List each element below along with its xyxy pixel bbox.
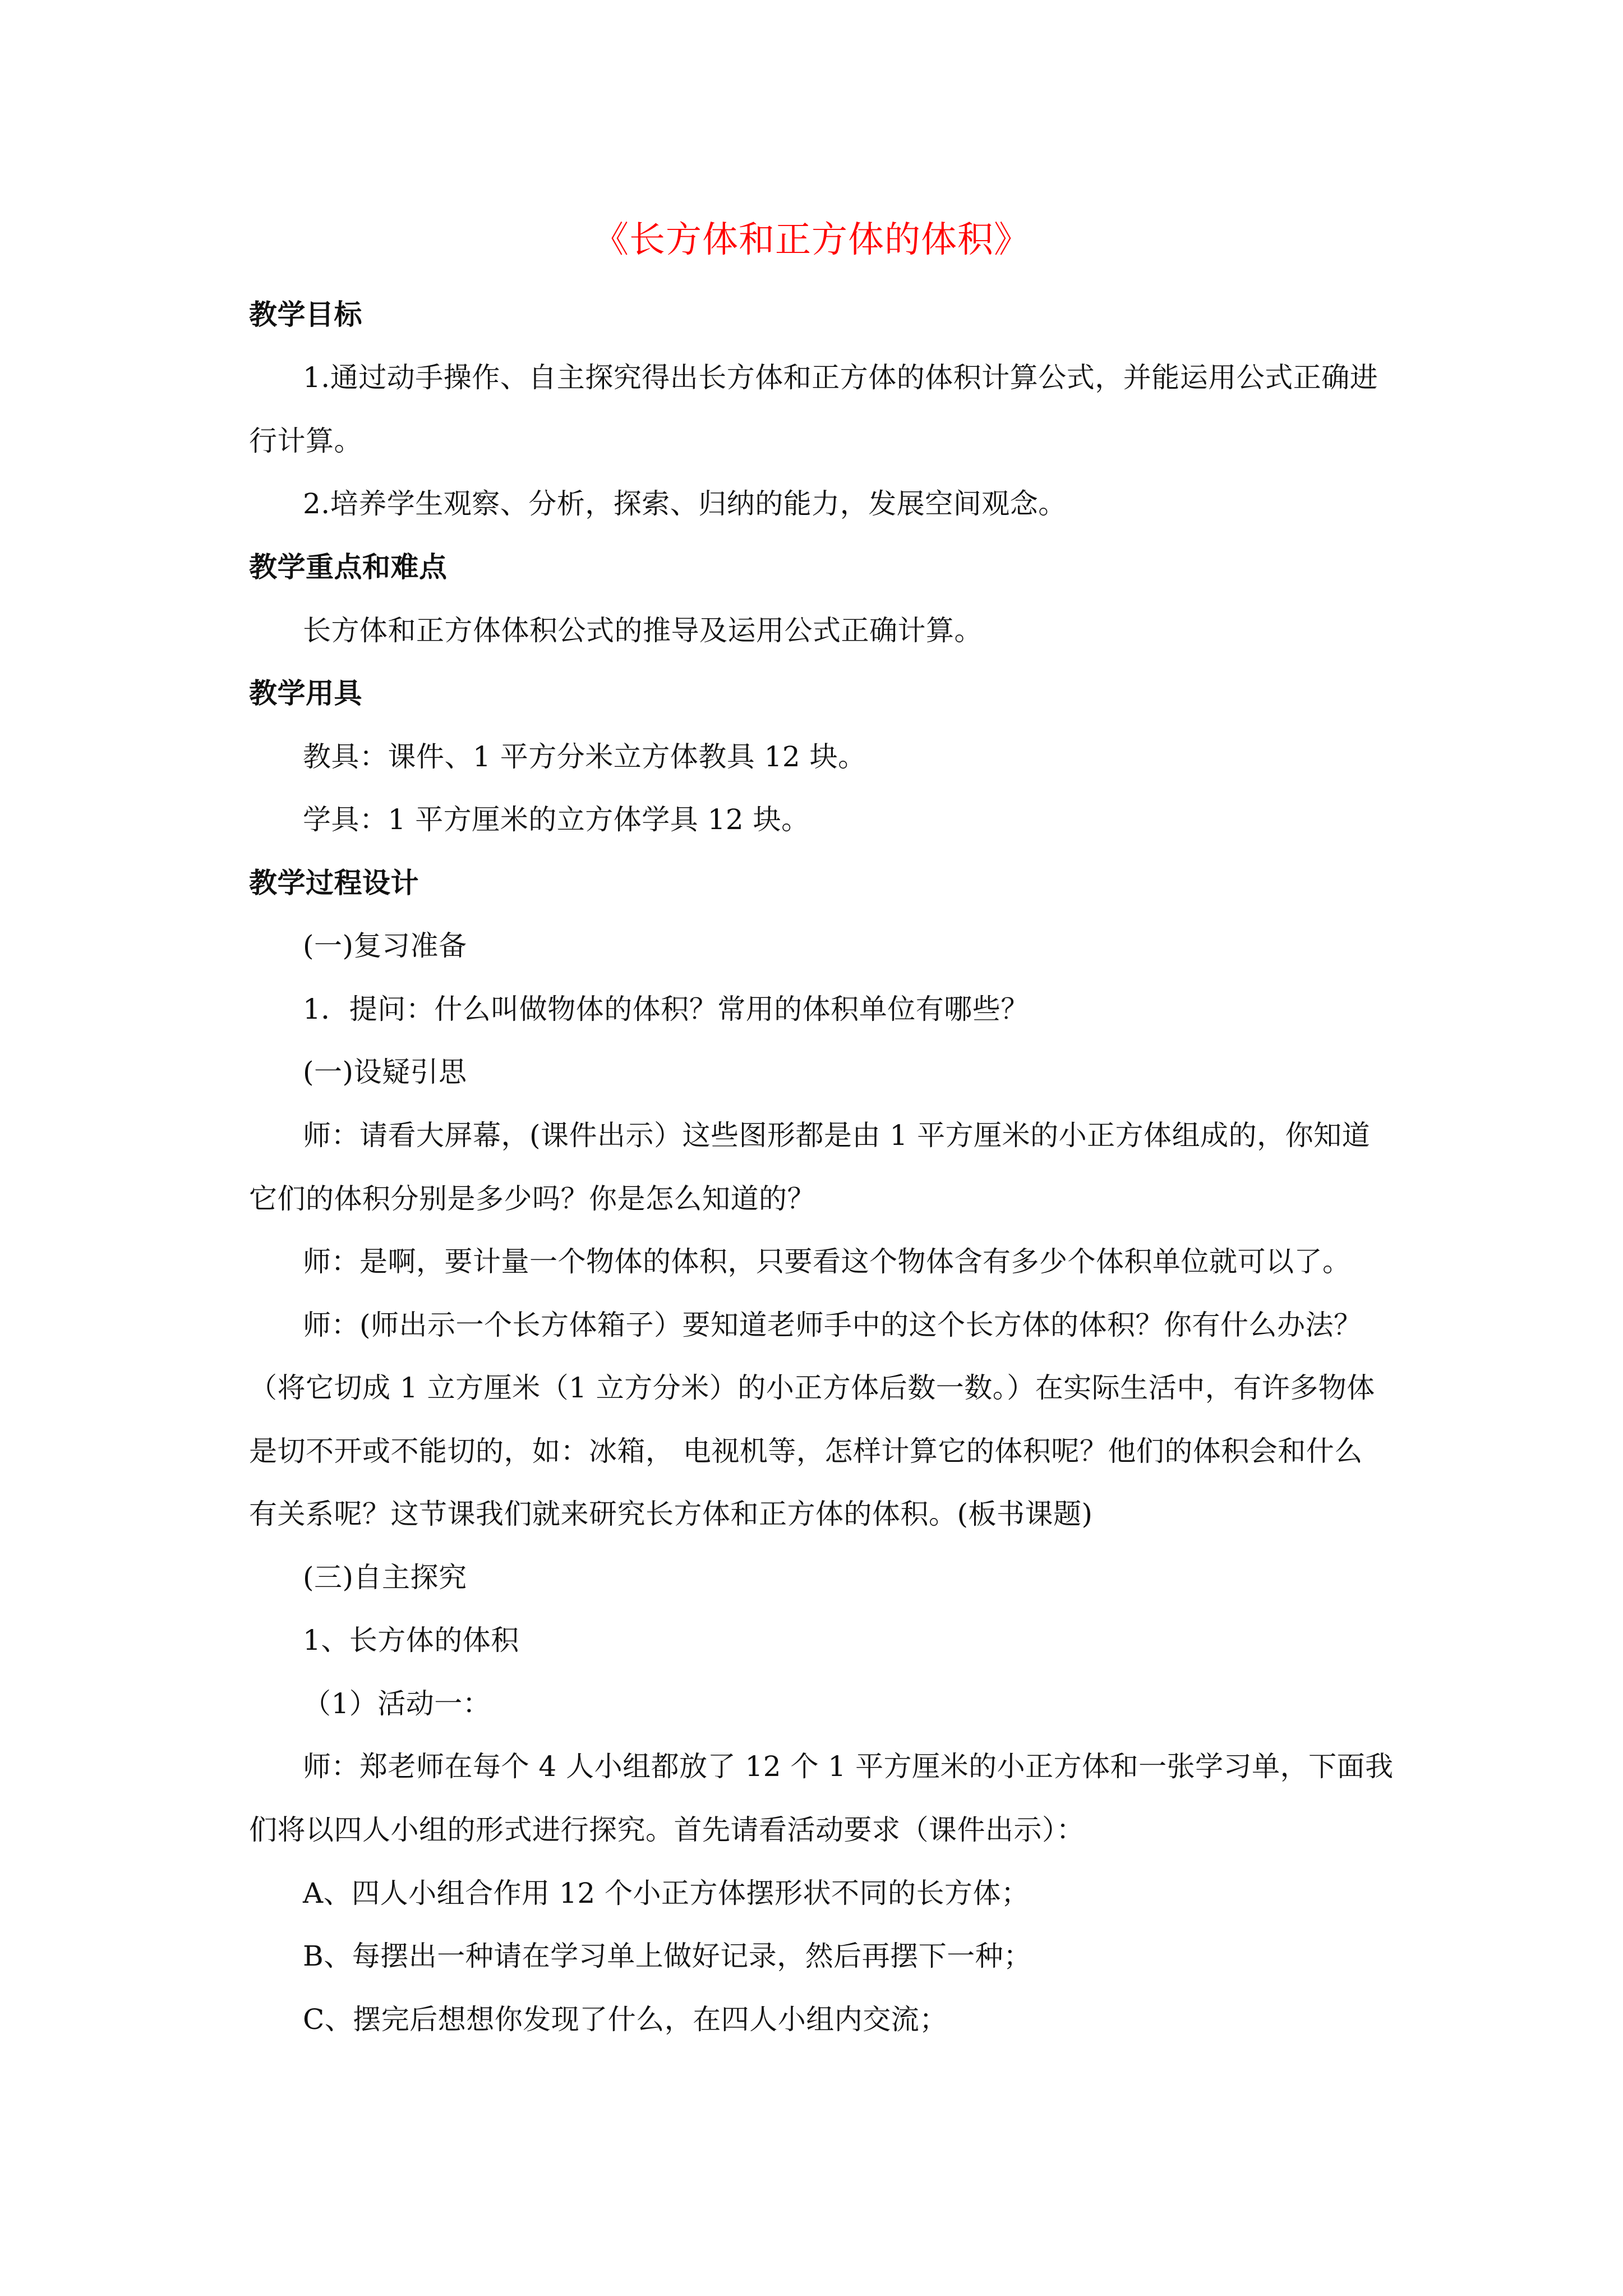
paragraph-teacher-3-cont-1: （将它切成 1 立方厘米（1 立方分米）的小正方体后数一数。）在实际生活中，有许多物体 — [249, 1372, 1375, 1404]
paragraph-teacher-4: 师：郑老师在每个 4 人小组都放了 12 个 1 平方厘米的小正方体和一张学习单，下面我 — [303, 1750, 1394, 1783]
subsection-review: (一)复习准备 — [303, 930, 467, 962]
paragraph-objective-2: 2.培养学生观察、分析，探索、归纳的能力，发展空间观念。 — [303, 487, 1067, 520]
section-heading-process: 教学过程设计 — [249, 866, 419, 899]
paragraph-question: 1．提问：什么叫做物体的体积？常用的体积单位有哪些？ — [303, 993, 1029, 1025]
paragraph-teacher-1-cont: 它们的体积分别是多少吗？你是怎么知道的？ — [249, 1182, 815, 1215]
paragraph-teacher-3: 师：(师出示一个长方体箱子）要知道老师手中的这个长方体的体积？你有什么办法？ — [303, 1309, 1362, 1341]
document-title: 《长方体和正方体的体积》 — [593, 219, 1030, 261]
paragraph-teacher-3-cont-3: 有关系呢？这节课我们就来研究长方体和正方体的体积。(板书课题) — [249, 1498, 1093, 1530]
paragraph-teacher-2: 师：是啊，要计量一个物体的体积，只要看这个物体含有多少个体积单位就可以了。 — [303, 1245, 1351, 1278]
list-item-a: A、四人小组合作用 12 个小正方体摆形状不同的长方体； — [303, 1877, 1030, 1910]
list-item-c: C、摆完后想想你发现了什么，在四人小组内交流； — [303, 2003, 948, 2036]
paragraph-teacher-4-cont: 们将以四人小组的形式进行探究。首先请看活动要求（课件出示）： — [249, 1814, 1085, 1846]
paragraph-objective-1: 1.通过动手操作、自主探究得出长方体和正方体的体积计算公式，并能运用公式正确进 — [303, 361, 1378, 394]
paragraph-student-tools: 学具：1 平方厘米的立方体学具 12 块。 — [303, 803, 810, 836]
section-heading-key-points: 教学重点和难点 — [249, 550, 448, 583]
list-item-b: B、每摆出一种请在学习单上做好记录，然后再摆下一种； — [303, 1940, 1032, 1972]
section-heading-tools: 教学用具 — [249, 677, 362, 710]
paragraph-objective-1-cont: 行计算。 — [249, 425, 362, 457]
paragraph-teacher-1: 师：请看大屏幕，(课件出示）这些图形都是由 1 平方厘米的小正方体组成的，你知道 — [303, 1119, 1371, 1152]
subsection-activity-1: （1）活动一： — [303, 1687, 491, 1720]
paragraph-key-points: 长方体和正方体体积公式的推导及运用公式正确计算。 — [303, 614, 983, 647]
paragraph-teacher-tools: 教具：课件、1 平方分米立方体教具 12 块。 — [303, 740, 866, 773]
subsection-inquiry: (一)设疑引思 — [303, 1056, 467, 1088]
paragraph-teacher-3-cont-2: 是切不开或不能切的，如：冰箱， 电视机等，怎样计算它的体积呢？他们的体积会和什么 — [249, 1435, 1363, 1467]
subsection-cuboid-volume: 1、长方体的体积 — [303, 1624, 519, 1657]
subsection-exploration: (三)自主探究 — [303, 1561, 467, 1594]
section-heading-objectives: 教学目标 — [249, 298, 362, 331]
